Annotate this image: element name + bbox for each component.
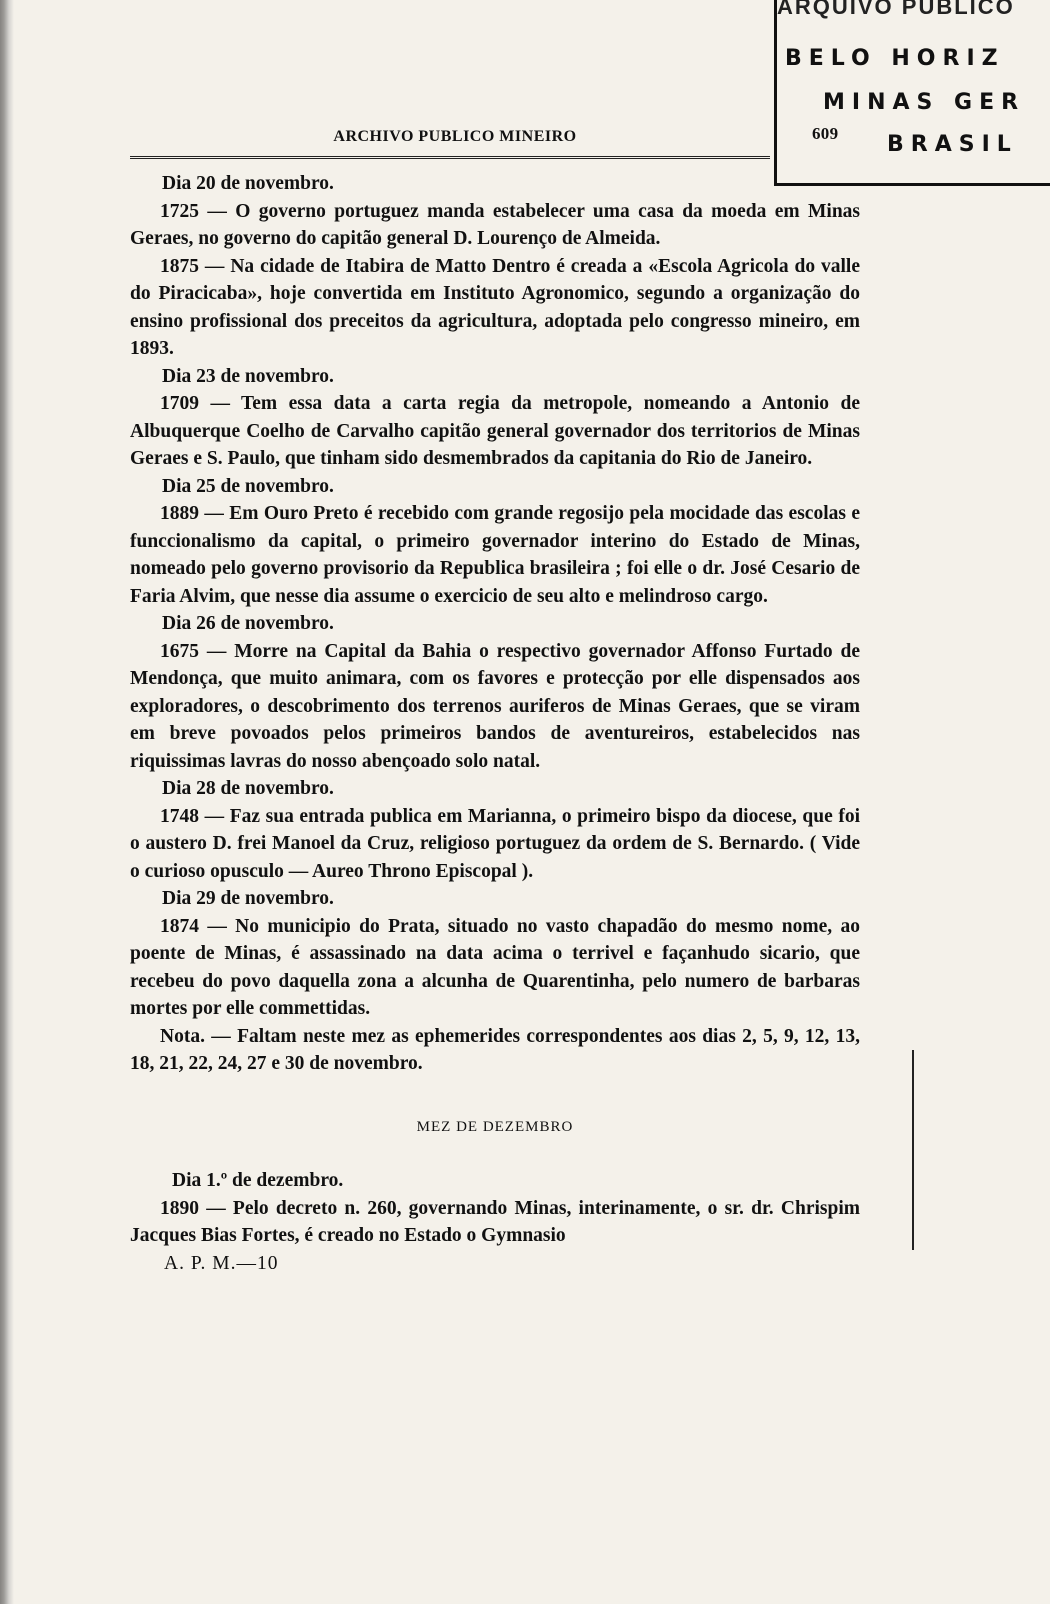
stamp-line-2: MINAS GER bbox=[823, 90, 1026, 115]
signature-mark: A. P. M.—10 bbox=[164, 1252, 279, 1274]
day-heading: Dia 23 de novembro. bbox=[162, 365, 334, 387]
stamp-top-partial: ARQUIVO PUBLICO bbox=[777, 0, 1015, 19]
day-heading: Dia 26 de novembro. bbox=[162, 613, 334, 634]
day-heading: Dia 29 de novembro. bbox=[162, 888, 334, 909]
article-body bbox=[130, 170, 860, 1277]
page-number: 609 bbox=[812, 124, 839, 143]
note-paragraph: Nota. — Faltam neste mez as ephemerides correspondentes aos dias 2, 5, 9, 12, 13, 18, 21, 22, 24, 27 e 30 de novembro. bbox=[130, 1025, 860, 1074]
entry-paragraph: 1675 — Morre na Capital da Bahia o respectivo governador Affonso Furtado de Mendonça, que muito animara, com os favores e protecção por elle dispensados aos exploradores, o descobrimento dos terrenos auriferos de Minas Geraes, que se viram em breve povoados pelos primeiros bandos de aventureiros, estabelecidos nas riquissimas lavras do nosso abençoado solo natal. bbox=[130, 640, 860, 772]
margin-mark bbox=[900, 1050, 914, 1250]
archive-stamp bbox=[774, 0, 1050, 186]
entry-paragraph: 1889 — Em Ouro Preto é recebido com grande regosijo pela mocidade das escolas e funccionalismo da capital, o primeiro governador interino do Estado de Minas, nomeado pelo governo provisorio da Republica brasileira ; foi elle o dr. José Cesario de Faria Alvim, que nesse dia assume o exercicio de seu alto e melindroso cargo. bbox=[130, 503, 860, 607]
entry-paragraph: 1748 — Faz sua entrada publica em Marianna, o primeiro bispo da diocese, que foi o austero D. frei Manoel da Cruz, religioso portuguez da ordem de S. Bernardo. ( Vide o curioso opusculo — Aureo Throno Episcopal ). bbox=[130, 805, 860, 882]
entry-paragraph: 1709 — Tem essa data a carta regia da metropole, nomeando a Antonio de Albuquerque Coelho de Carvalho capitão general governador dos territorios de Minas Geraes e S. Paulo, que tinham sido desmembrados da capitania do Rio de Janeiro. bbox=[130, 393, 860, 469]
header-rule bbox=[130, 156, 770, 159]
day-heading: Dia 25 de novembro. bbox=[162, 475, 334, 497]
entry-paragraph: 1890 — Pelo decreto n. 260, governando Minas, interinamente, o sr. dr. Chrispim Jacques Bias Fortes, é creado no Estado o Gymnasio bbox=[130, 1197, 860, 1246]
entry-paragraph: 1725 — O governo portuguez manda estabelecer uma casa da moeda em Minas Geraes, no governo do capitão general D. Lourenço de Almeida. bbox=[130, 200, 860, 249]
day-heading: Dia 20 de novembro. bbox=[162, 173, 334, 194]
stamp-line-1: BELO HORIZ bbox=[785, 46, 1005, 71]
entry-paragraph: 1875 — Na cidade de Itabira de Matto Dentro é creada a «Escola Agricola do valle do Piracicaba», hoje convertida em Instituto Agronomico, segundo a organização do ensino profissional dos preceitos da agricultura, adoptada pelo congresso mineiro, em 1893. bbox=[130, 255, 860, 359]
section-heading: MEZ DE DEZEMBRO bbox=[416, 1118, 574, 1135]
day-heading: Dia 28 de novembro. bbox=[162, 778, 334, 799]
day-heading: Dia 1.º de dezembro. bbox=[172, 1170, 344, 1191]
scan-edge-shadow bbox=[0, 0, 14, 1604]
stamp-line-3: BRASIL bbox=[887, 132, 1018, 157]
entry-paragraph: 1874 — No municipio do Prata, situado no vasto chapadão do mesmo nome, ao poente de Minas, é assassinado na data acima o terrivel e façanhudo sicario, que recebeu do povo daquella zona a alcunha de Quarentinha, pelo numero de barbaras mortes por elle commettidas. bbox=[130, 915, 860, 1019]
running-header: ARCHIVO PUBLICO MINEIRO bbox=[333, 128, 577, 145]
